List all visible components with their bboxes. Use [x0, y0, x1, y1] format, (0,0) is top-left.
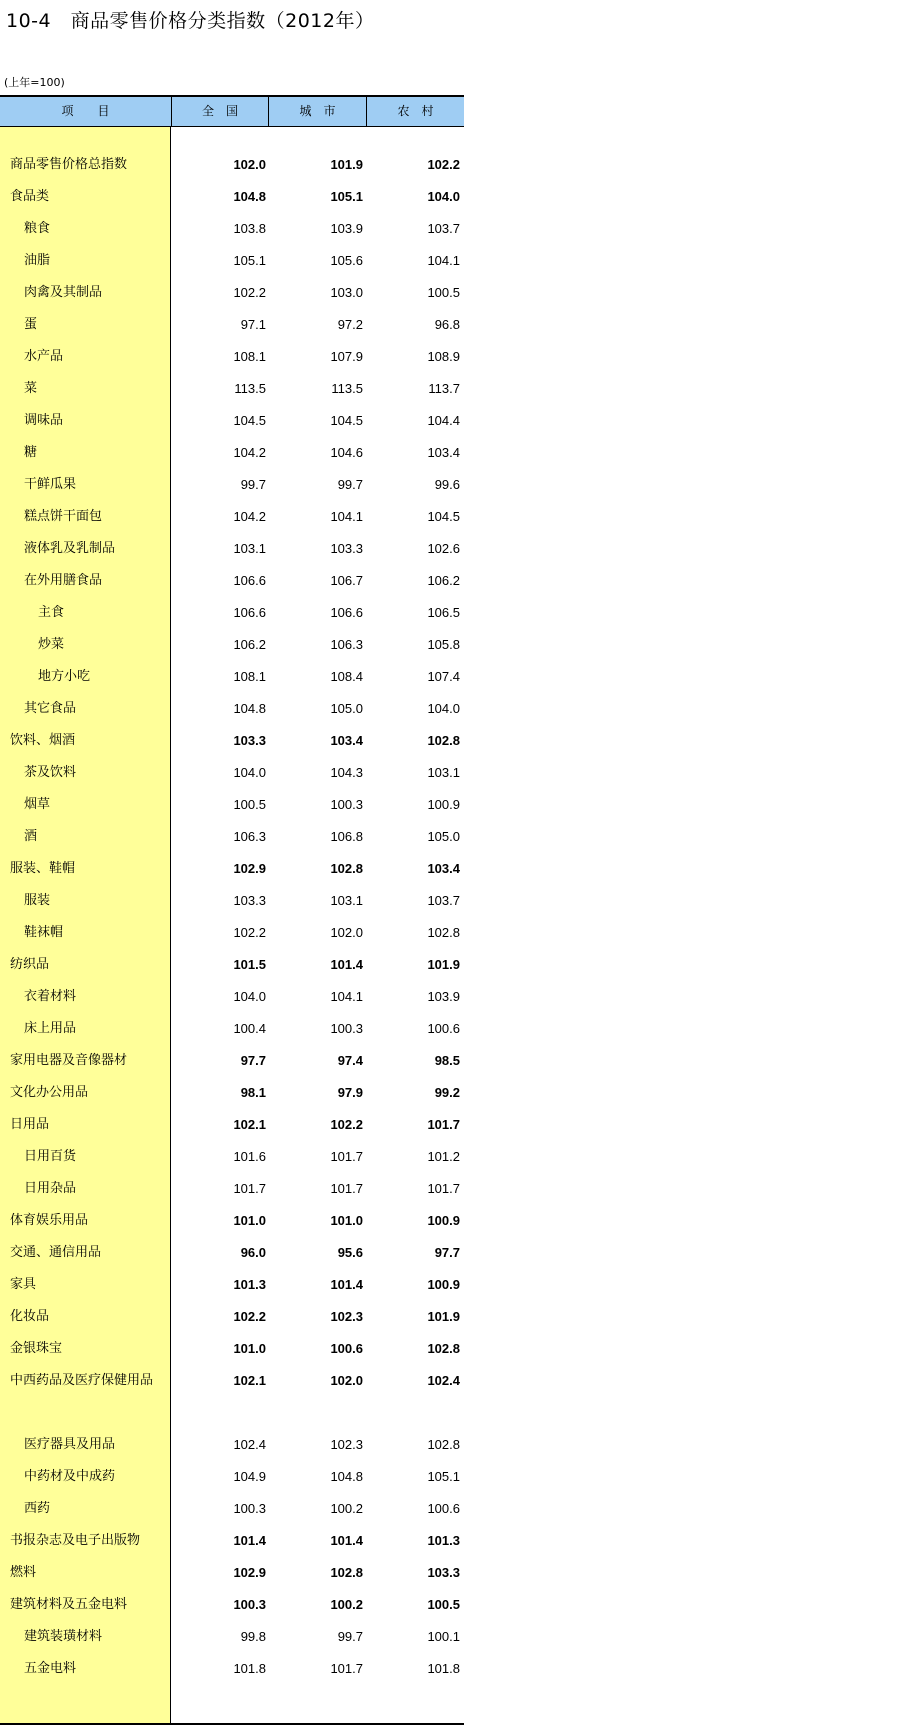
value-urban: 101.9 [330, 157, 363, 172]
value-rural: 103.3 [427, 1565, 460, 1580]
table-row [0, 1141, 464, 1173]
row-label: 建筑装璜材料 [24, 1629, 103, 1644]
row-label: 调味品 [24, 413, 64, 428]
value-national: 104.2 [233, 509, 266, 524]
row-label: 液体乳及乳制品 [24, 541, 116, 556]
value-national: 103.8 [233, 221, 266, 236]
value-rural: 104.0 [427, 189, 460, 204]
row-label: 茶及饮料 [24, 765, 77, 780]
value-national: 101.4 [233, 1533, 266, 1548]
value-national: 99.8 [240, 1629, 266, 1644]
table-row [0, 1205, 464, 1237]
value-rural: 102.6 [427, 541, 460, 556]
table-row [0, 373, 464, 405]
value-national: 104.0 [233, 765, 266, 780]
value-urban: 103.0 [330, 285, 363, 300]
row-label: 干鲜瓜果 [24, 477, 77, 492]
table-row [0, 1237, 464, 1269]
value-urban: 97.2 [337, 317, 363, 332]
row-label: 糖 [24, 445, 38, 460]
row-label: 家具 [10, 1277, 37, 1292]
header-urban: 城 市 [299, 104, 336, 118]
value-national: 97.7 [240, 1053, 266, 1068]
value-national: 103.3 [233, 733, 266, 748]
value-rural: 104.1 [427, 253, 460, 268]
value-rural: 99.6 [434, 477, 460, 492]
row-label: 服装、鞋帽 [10, 861, 76, 876]
row-label: 燃料 [10, 1565, 37, 1580]
header-item: 项 目 [61, 104, 110, 118]
value-urban: 104.8 [330, 1469, 363, 1484]
table-row [0, 1301, 464, 1333]
row-label: 日用百货 [24, 1149, 77, 1164]
value-national: 100.5 [233, 797, 266, 812]
table-row [0, 1557, 464, 1589]
value-rural [380, 1397, 460, 1429]
value-rural: 100.1 [427, 1629, 460, 1644]
table-row [0, 309, 464, 341]
table-row [0, 725, 464, 757]
row-label: 酒 [24, 829, 38, 844]
value-national: 100.3 [233, 1501, 266, 1516]
row-label: 油脂 [24, 253, 51, 268]
value-urban: 106.8 [330, 829, 363, 844]
value-rural: 101.9 [427, 957, 460, 972]
value-rural: 104.4 [427, 413, 460, 428]
value-urban: 106.3 [330, 637, 363, 652]
value-urban: 100.3 [330, 1021, 363, 1036]
row-label: 五金电料 [24, 1661, 77, 1676]
value-urban: 104.3 [330, 765, 363, 780]
table-row [0, 1077, 464, 1109]
value-rural: 100.9 [427, 1213, 460, 1228]
row-label: 床上用品 [24, 1021, 77, 1036]
value-national: 101.7 [233, 1181, 266, 1196]
value-rural: 101.7 [427, 1117, 460, 1132]
row-label: 文化办公用品 [10, 1085, 89, 1100]
value-national: 106.6 [233, 605, 266, 620]
value-rural: 102.4 [427, 1373, 460, 1388]
value-rural: 100.6 [427, 1501, 460, 1516]
value-urban: 95.6 [337, 1245, 363, 1260]
value-urban: 97.4 [337, 1053, 363, 1068]
table-row [0, 1461, 464, 1493]
value-rural: 101.9 [427, 1309, 460, 1324]
row-label: 中西药品及医疗保健用品 [10, 1373, 154, 1388]
value-national: 97.1 [240, 317, 266, 332]
row-label: 中药材及中成药 [24, 1469, 116, 1484]
row-label: 炒菜 [38, 637, 65, 652]
table-row [0, 405, 464, 437]
row-label: 衣着材料 [24, 989, 77, 1004]
value-national: 96.0 [240, 1245, 266, 1260]
value-national: 103.1 [233, 541, 266, 556]
value-rural: 105.1 [427, 1469, 460, 1484]
value-rural: 101.2 [427, 1149, 460, 1164]
table-row [0, 981, 464, 1013]
value-rural: 106.2 [427, 573, 460, 588]
row-label: 糕点饼干面包 [24, 509, 103, 524]
table-row [0, 789, 464, 821]
value-rural: 102.8 [427, 1437, 460, 1452]
row-label: 日用品 [10, 1117, 50, 1132]
value-national: 113.5 [234, 381, 266, 396]
value-rural: 102.2 [427, 157, 460, 172]
value-rural: 104.5 [427, 509, 460, 524]
value-national: 98.1 [240, 1085, 266, 1100]
row-label: 交通、通信用品 [10, 1245, 102, 1260]
value-national [186, 1397, 266, 1429]
value-national: 104.9 [233, 1469, 266, 1484]
value-urban: 101.4 [330, 957, 363, 972]
value-urban: 106.7 [330, 573, 363, 588]
value-national: 102.9 [233, 861, 266, 876]
value-rural: 100.9 [427, 1277, 460, 1292]
table-row [0, 149, 464, 181]
value-rural: 96.8 [434, 317, 460, 332]
value-urban: 101.7 [330, 1149, 363, 1164]
value-urban: 102.0 [330, 1373, 363, 1388]
row-label: 化妆品 [10, 1309, 50, 1324]
value-national: 103.3 [233, 893, 266, 908]
row-label: 粮食 [24, 221, 51, 236]
value-rural: 106.5 [427, 605, 460, 620]
value-urban: 113.5 [331, 381, 363, 396]
table-row [0, 1365, 464, 1397]
row-label: 建筑材料及五金电料 [10, 1597, 128, 1612]
value-rural: 101.8 [427, 1661, 460, 1676]
table-row [0, 533, 464, 565]
value-urban: 100.6 [330, 1341, 363, 1356]
table-row [0, 1589, 464, 1621]
row-label: 蛋 [24, 317, 38, 332]
table-row [0, 501, 464, 533]
row-label: 纺织品 [10, 957, 50, 972]
table-row [0, 629, 464, 661]
value-rural: 102.8 [427, 1341, 460, 1356]
value-national: 102.4 [233, 1437, 266, 1452]
value-rural: 101.3 [427, 1533, 460, 1548]
value-urban: 104.5 [330, 413, 363, 428]
value-national: 101.0 [233, 1341, 266, 1356]
value-urban: 103.9 [330, 221, 363, 236]
value-urban: 102.2 [330, 1117, 363, 1132]
table-row [0, 181, 464, 213]
row-label: 烟草 [24, 797, 51, 812]
value-national: 104.0 [233, 989, 266, 1004]
value-national: 104.8 [233, 701, 266, 716]
price-index-table [0, 95, 464, 1727]
table-row [0, 341, 464, 373]
value-national: 102.9 [233, 1565, 266, 1580]
value-national: 108.1 [233, 669, 266, 684]
value-urban: 101.7 [330, 1181, 363, 1196]
value-national: 108.1 [233, 349, 266, 364]
row-label: 其它食品 [24, 701, 77, 716]
table-row [0, 821, 464, 853]
value-rural: 103.7 [427, 221, 460, 236]
value-urban: 104.6 [330, 445, 363, 460]
table-row [0, 853, 464, 885]
value-urban: 105.1 [330, 189, 363, 204]
value-rural: 100.6 [427, 1021, 460, 1036]
value-national: 106.2 [233, 637, 266, 652]
value-urban: 100.3 [330, 797, 363, 812]
row-label: 日用杂品 [24, 1181, 77, 1196]
value-urban [283, 1397, 363, 1429]
value-national: 106.3 [233, 829, 266, 844]
row-label: 医疗器具及用品 [24, 1437, 116, 1452]
value-national: 101.0 [233, 1213, 266, 1228]
row-label: 商品零售价格总指数 [10, 157, 128, 172]
value-urban: 104.1 [330, 989, 363, 1004]
value-rural: 100.9 [427, 797, 460, 812]
header-rural: 农 村 [397, 104, 434, 118]
table-row [0, 757, 464, 789]
row-label: 书报杂志及电子出版物 [10, 1533, 141, 1548]
row-label: 服装 [24, 893, 51, 908]
value-urban: 101.4 [330, 1533, 363, 1548]
value-rural: 101.7 [427, 1181, 460, 1196]
table-row [0, 917, 464, 949]
row-label: 金银珠宝 [10, 1341, 63, 1356]
value-national: 99.7 [240, 477, 266, 492]
table-row [0, 1621, 464, 1653]
row-label: 在外用膳食品 [24, 573, 103, 588]
value-urban: 103.4 [330, 733, 363, 748]
value-rural: 103.9 [427, 989, 460, 1004]
value-national: 105.1 [233, 253, 266, 268]
table-row [0, 1397, 464, 1429]
row-label: 食品类 [10, 189, 50, 204]
value-rural: 104.0 [427, 701, 460, 716]
table-row [0, 1429, 464, 1461]
value-urban: 105.0 [330, 701, 363, 716]
row-label: 鞋袜帽 [24, 925, 64, 940]
unit-note: (上年=100) [4, 76, 65, 89]
value-urban: 107.9 [330, 349, 363, 364]
table-row [0, 949, 464, 981]
table-row [0, 1109, 464, 1141]
value-rural: 100.5 [427, 285, 460, 300]
value-national: 102.1 [233, 1373, 266, 1388]
value-rural: 105.8 [427, 637, 460, 652]
value-urban: 99.7 [337, 1629, 363, 1644]
table-row [0, 1269, 464, 1301]
table-row [0, 693, 464, 725]
value-national: 106.6 [233, 573, 266, 588]
value-urban: 106.6 [330, 605, 363, 620]
table-row [0, 469, 464, 501]
value-national: 102.1 [233, 1117, 266, 1132]
value-urban: 100.2 [330, 1597, 363, 1612]
table-row [0, 1653, 464, 1685]
table-row [0, 597, 464, 629]
table-row [0, 1493, 464, 1525]
value-rural: 105.0 [427, 829, 460, 844]
row-label: 西药 [24, 1501, 51, 1516]
value-urban: 101.4 [330, 1277, 363, 1292]
value-national: 101.3 [233, 1277, 266, 1292]
table-bottom-border [0, 1723, 464, 1725]
value-urban: 102.0 [330, 925, 363, 940]
value-rural: 113.7 [428, 381, 460, 396]
table-row [0, 437, 464, 469]
row-label: 地方小吃 [38, 669, 91, 684]
value-urban: 102.8 [330, 861, 363, 876]
value-rural: 102.8 [427, 733, 460, 748]
value-rural: 97.7 [434, 1245, 460, 1260]
row-label: 水产品 [24, 349, 64, 364]
table-row [0, 277, 464, 309]
table-row [0, 1013, 464, 1045]
value-national: 102.2 [233, 925, 266, 940]
value-urban: 102.3 [330, 1437, 363, 1452]
header-national: 全 国 [201, 104, 238, 118]
value-national: 104.5 [233, 413, 266, 428]
value-urban: 102.8 [330, 1565, 363, 1580]
value-national: 102.0 [233, 157, 266, 172]
value-national: 100.4 [233, 1021, 266, 1036]
value-rural: 108.9 [427, 349, 460, 364]
value-rural: 99.2 [434, 1085, 460, 1100]
value-national: 100.3 [233, 1597, 266, 1612]
value-rural: 107.4 [427, 669, 460, 684]
value-urban: 108.4 [330, 669, 363, 684]
table-row [0, 213, 464, 245]
value-national: 101.5 [233, 957, 266, 972]
value-rural: 98.5 [434, 1053, 460, 1068]
row-label: 菜 [24, 381, 38, 396]
value-urban: 102.3 [330, 1309, 363, 1324]
value-urban: 101.0 [330, 1213, 363, 1228]
value-national: 102.2 [233, 1309, 266, 1324]
value-urban: 103.1 [330, 893, 363, 908]
value-rural: 103.4 [427, 445, 460, 460]
row-label: 肉禽及其制品 [24, 285, 103, 300]
row-label: 主食 [38, 605, 65, 620]
value-national: 101.6 [233, 1149, 266, 1164]
value-urban: 97.9 [337, 1085, 363, 1100]
value-rural: 100.5 [427, 1597, 460, 1612]
row-label: 家用电器及音像器材 [10, 1053, 128, 1068]
value-rural: 103.4 [427, 861, 460, 876]
value-urban: 105.6 [330, 253, 363, 268]
table-row [0, 1045, 464, 1077]
table-row [0, 1173, 464, 1205]
page-title: 10-4 商品零售价格分类指数（2012年） [6, 10, 375, 32]
value-rural: 103.1 [427, 765, 460, 780]
value-national: 104.2 [233, 445, 266, 460]
value-urban: 100.2 [330, 1501, 363, 1516]
row-label: 体育娱乐用品 [10, 1213, 89, 1228]
table-row [0, 885, 464, 917]
value-national: 104.8 [233, 189, 266, 204]
table-row [0, 1525, 464, 1557]
value-rural: 102.8 [427, 925, 460, 940]
value-urban: 103.3 [330, 541, 363, 556]
table-row [0, 245, 464, 277]
value-national: 102.2 [233, 285, 266, 300]
table-row [0, 661, 464, 693]
value-urban: 101.7 [330, 1661, 363, 1676]
table-row [0, 1333, 464, 1365]
table-header [0, 95, 464, 127]
value-urban: 104.1 [330, 509, 363, 524]
value-urban: 99.7 [337, 477, 363, 492]
row-label: 饮料、烟酒 [10, 733, 76, 748]
value-national: 101.8 [233, 1661, 266, 1676]
value-rural: 103.7 [427, 893, 460, 908]
table-row [0, 565, 464, 597]
